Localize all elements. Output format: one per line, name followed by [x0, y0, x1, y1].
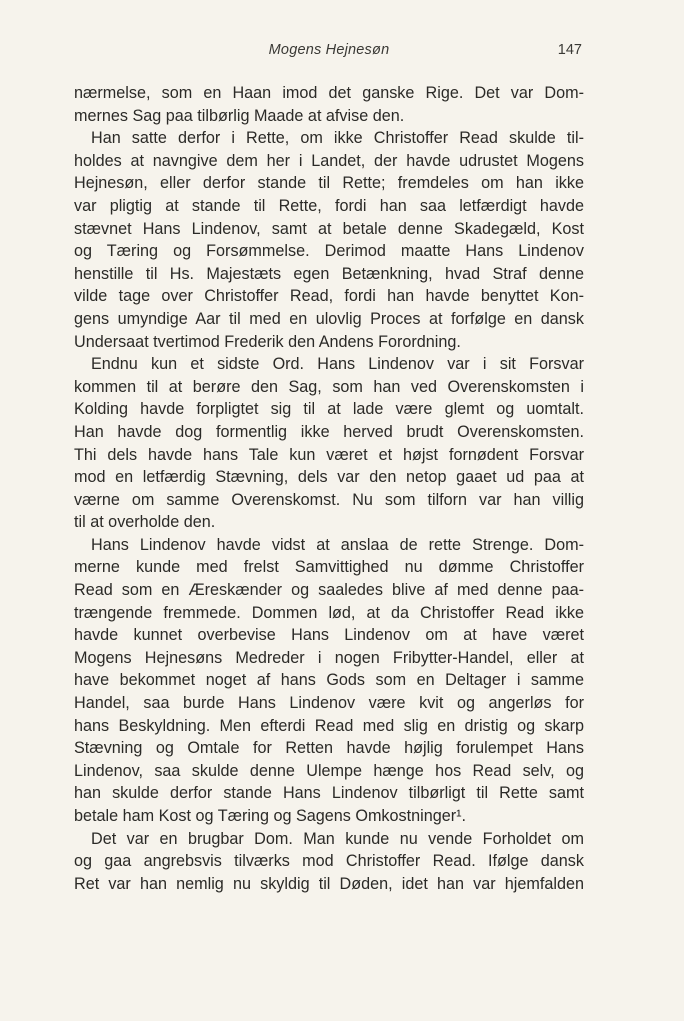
- text-line: værne om samme Overenskomst. Nu som tilforn var han villig: [74, 490, 584, 509]
- text-line: Kolding havde forpligtet sig til at lade være glemt og uomtalt.: [74, 400, 584, 419]
- text-line: trængende fremmede. Dommen lød, at da Christoffer Read ikke: [74, 603, 584, 622]
- text-line: holdes at navngive dem her i Landet, der havde udrustet Mogens: [74, 151, 584, 170]
- text-line: Lindenov, saa skulde denne Ulempe hænge hos Read selv, og: [74, 761, 584, 780]
- text-line: mernes Sag paa tilbørlig Maade at afvise den.: [74, 106, 405, 125]
- text-line: Hans Lindenov havde vidst at anslaa de rette Strenge. Dom-: [91, 535, 584, 554]
- text-line: betale ham Kost og Tæring og Sagens Omkostninger¹.: [74, 807, 467, 825]
- text-line: Han havde dog formentlig ikke herved brudt Overenskomsten.: [74, 422, 584, 441]
- text-line: og Tæring og Forsømmelse. Derimod maatte Hans Lindenov: [74, 242, 584, 261]
- text-line: have bekommet noget af hans Gods som en Deltager i samme: [74, 671, 584, 690]
- text-line: Ret var han nemlig nu skyldig til Døden, idet han var hjemfalden: [74, 874, 584, 893]
- text-line: og gaa angrebsvis tilværks mod Christoffer Read. Ifølge dansk: [74, 852, 584, 871]
- text-line: var pligtig at stande til Rette, fordi han saa letfærdigt havde: [74, 196, 584, 215]
- text-line: Det var en brugbar Dom. Man kunde nu vende Forholdet om: [91, 829, 584, 848]
- text-line: vilde tage over Christoffer Read, fordi han havde benyttet Kon-: [74, 287, 584, 306]
- text-line: Han satte derfor i Rette, om ikke Christoffer Read skulde til-: [91, 129, 584, 148]
- text-line: nærmelse, som en Haan imod det ganske Rige. Det var Dom-: [74, 84, 584, 102]
- text-line: mod en letfærdig Stævning, dels var den netop gaaet ud paa at: [74, 468, 584, 487]
- page-number: 147: [557, 42, 582, 58]
- text-line: Read som en Æreskænder og saaledes blive af med denne paa-: [74, 581, 584, 600]
- text-line: Hejnesøn, eller derfor stande til Rette; fremdeles om han ikke: [74, 174, 584, 193]
- text-line: han skulde derfor stande Hans Lindenov tilbørligt til Rette samt: [74, 784, 584, 803]
- text-line: Undersaat tvertimod Frederik den Andens Forordning.: [74, 332, 461, 351]
- body-text: [74, 82, 584, 895]
- text-line: til at overholde den.: [74, 513, 216, 532]
- text-line: hans Beskyldning. Men efterdi Read med slig en dristig og skarp: [74, 716, 584, 735]
- text-line: Handel, saa burde Hans Lindenov være kvit og angerløs for: [74, 694, 584, 713]
- text-line: merne kunde med frelst Samvittighed nu dømme Christoffer: [74, 558, 584, 577]
- text-line: henstille til Hs. Majestæts egen Betænkning, hvad Straf denne: [74, 264, 584, 283]
- text-line: kommen til at berøre den Sag, som han ved Overenskomsten i: [74, 377, 584, 396]
- running-title: Mogens Hejnesøn: [268, 42, 390, 58]
- text-line: Thi dels havde hans Tale kun været et højst fornødent Forsvar: [74, 445, 584, 464]
- text-line: havde kunnet overbevise Hans Lindenov om at have været: [74, 626, 584, 645]
- text-line: gens umyndige Aar til med en ulovlig Proces at forfølge en dansk: [74, 309, 584, 328]
- text-line: Stævning og Omtale for Retten havde højlig forulempet Hans: [74, 739, 584, 758]
- text-line: stævnet Hans Lindenov, samt at betale denne Skadegæld, Kost: [74, 219, 584, 238]
- text-line: Mogens Hejnesøns Medreder i nogen Fribytter-Handel, eller at: [74, 648, 584, 667]
- text-line: Endnu kun et sidste Ord. Hans Lindenov var i sit Forsvar: [91, 355, 584, 374]
- running-head: [74, 42, 584, 64]
